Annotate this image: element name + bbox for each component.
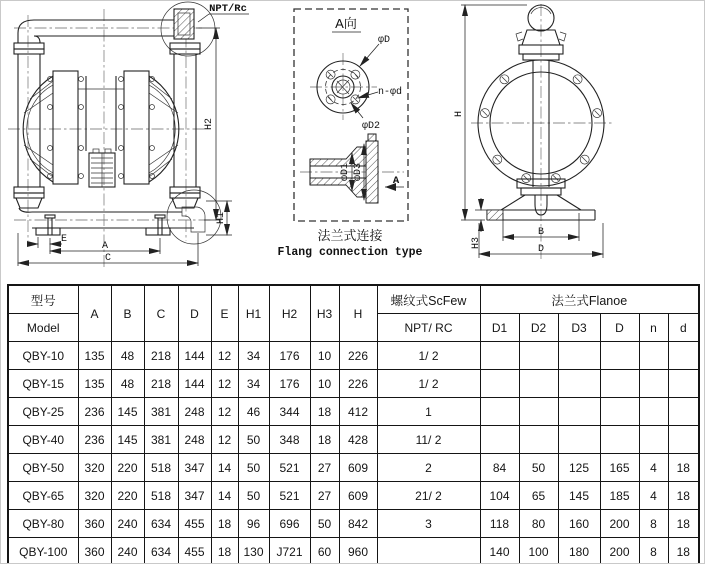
- value-cell: 842: [339, 510, 377, 538]
- value-cell: 140: [480, 538, 519, 564]
- model-cell: QBY-50: [8, 454, 78, 482]
- value-cell: 1: [377, 398, 480, 426]
- value-cell: 518: [144, 482, 178, 510]
- value-cell: 12: [211, 398, 238, 426]
- value-cell: 185: [600, 482, 639, 510]
- value-cell: 12: [211, 426, 238, 454]
- value-cell: 145: [111, 426, 144, 454]
- value-cell: 381: [144, 426, 178, 454]
- value-cell: 200: [600, 538, 639, 564]
- value-cell: [519, 426, 558, 454]
- value-cell: [558, 398, 600, 426]
- header-model-cn: 型号: [8, 285, 78, 314]
- table-row: [8, 482, 699, 510]
- header-dim-A: A: [78, 285, 111, 342]
- value-cell: [600, 370, 639, 398]
- value-cell: 118: [480, 510, 519, 538]
- model-cell: QBY-65: [8, 482, 78, 510]
- pump-front-view-drawing: [6, 1, 254, 282]
- value-cell: 18: [310, 426, 339, 454]
- value-cell: [558, 426, 600, 454]
- value-cell: 347: [178, 482, 211, 510]
- flange-section-view: [300, 134, 404, 203]
- value-cell: 381: [144, 398, 178, 426]
- value-cell: [639, 342, 668, 370]
- value-cell: 176: [269, 342, 310, 370]
- value-cell: [668, 426, 699, 454]
- value-cell: [519, 398, 558, 426]
- model-cell: QBY-100: [8, 538, 78, 564]
- table-row: [8, 426, 699, 454]
- value-cell: 360: [78, 510, 111, 538]
- dim-label-h3: H3: [471, 236, 482, 250]
- value-cell: 200: [600, 510, 639, 538]
- value-cell: 50: [238, 426, 269, 454]
- header-model-en: Model: [8, 314, 78, 342]
- value-cell: 18: [211, 538, 238, 564]
- value-cell: 348: [269, 426, 310, 454]
- value-cell: [480, 370, 519, 398]
- dim-label-a: A: [101, 241, 109, 252]
- value-cell: [600, 342, 639, 370]
- top-manifold: [18, 9, 194, 43]
- caption-cn: 法兰式连接: [317, 228, 383, 243]
- header-dim-H2: H2: [269, 285, 310, 342]
- value-cell: 8: [639, 538, 668, 564]
- value-cell: 240: [111, 538, 144, 564]
- label-phi-d2: φD2: [362, 121, 381, 132]
- table-row: [8, 454, 699, 482]
- value-cell: 609: [339, 454, 377, 482]
- value-cell: 518: [144, 454, 178, 482]
- value-cell: 320: [78, 454, 111, 482]
- header-dim-E: E: [211, 285, 238, 342]
- header-dim-H1: H1: [238, 285, 269, 342]
- header-screw-group: 螺纹式ScFew: [377, 285, 480, 314]
- value-cell: [668, 398, 699, 426]
- model-cell: QBY-25: [8, 398, 78, 426]
- header-dim-H: H: [339, 285, 377, 342]
- value-cell: 347: [178, 454, 211, 482]
- value-cell: [639, 370, 668, 398]
- header-flange-group: 法兰式Flanoe: [480, 285, 699, 314]
- dim-label-h1: H1: [216, 211, 227, 225]
- value-cell: 165: [600, 454, 639, 482]
- value-cell: 135: [78, 370, 111, 398]
- value-cell: 248: [178, 426, 211, 454]
- value-cell: 80: [519, 510, 558, 538]
- value-cell: 12: [211, 370, 238, 398]
- header-dim-D: D: [178, 285, 211, 342]
- value-cell: 696: [269, 510, 310, 538]
- value-cell: 248: [178, 398, 211, 426]
- value-cell: 3: [377, 510, 480, 538]
- value-cell: [668, 342, 699, 370]
- value-cell: 21/ 2: [377, 482, 480, 510]
- value-cell: 27: [310, 482, 339, 510]
- pump-side-view-drawing: [453, 1, 705, 267]
- value-cell: 18: [310, 398, 339, 426]
- value-cell: 34: [238, 342, 269, 370]
- value-cell: [480, 342, 519, 370]
- value-cell: 218: [144, 342, 178, 370]
- table-row: [8, 538, 699, 564]
- muffler: [89, 149, 115, 187]
- value-cell: 4: [639, 454, 668, 482]
- value-cell: 125: [558, 454, 600, 482]
- value-cell: 218: [144, 370, 178, 398]
- value-cell: 960: [339, 538, 377, 564]
- value-cell: 18: [668, 510, 699, 538]
- table-row: [8, 342, 699, 370]
- value-cell: 14: [211, 482, 238, 510]
- value-cell: 10: [310, 370, 339, 398]
- table-row: [8, 370, 699, 398]
- value-cell: 96: [238, 510, 269, 538]
- value-cell: [558, 342, 600, 370]
- value-cell: 1/ 2: [377, 370, 480, 398]
- value-cell: [480, 426, 519, 454]
- value-cell: [639, 426, 668, 454]
- value-cell: [480, 398, 519, 426]
- value-cell: 236: [78, 398, 111, 426]
- header-npt-rc: NPT/ RC: [377, 314, 480, 342]
- flange-detail-drawing: [277, 3, 461, 261]
- value-cell: 428: [339, 426, 377, 454]
- value-cell: 344: [269, 398, 310, 426]
- header-flange-D1: D1: [480, 314, 519, 342]
- value-cell: 18: [211, 510, 238, 538]
- dim-label-h: H: [454, 110, 465, 118]
- model-cell: QBY-15: [8, 370, 78, 398]
- header-row-1: [8, 285, 699, 314]
- label-phi-d: φD: [378, 35, 391, 46]
- table-row: [8, 510, 699, 538]
- header-dim-H3: H3: [310, 285, 339, 342]
- value-cell: 50: [238, 454, 269, 482]
- value-cell: 634: [144, 538, 178, 564]
- dim-label-b: B: [537, 227, 545, 238]
- value-cell: 48: [111, 342, 144, 370]
- value-cell: 320: [78, 482, 111, 510]
- value-cell: 104: [480, 482, 519, 510]
- value-cell: 34: [238, 370, 269, 398]
- value-cell: 18: [668, 482, 699, 510]
- value-cell: 10: [310, 342, 339, 370]
- value-cell: [558, 370, 600, 398]
- value-cell: 50: [310, 510, 339, 538]
- header-flange-n: n: [639, 314, 668, 342]
- value-cell: 18: [668, 454, 699, 482]
- value-cell: 2: [377, 454, 480, 482]
- value-cell: 180: [558, 538, 600, 564]
- value-cell: 455: [178, 510, 211, 538]
- spec-table: [7, 284, 700, 564]
- value-cell: [377, 538, 480, 564]
- value-cell: 84: [480, 454, 519, 482]
- value-cell: 27: [310, 454, 339, 482]
- mount-feet: [36, 215, 170, 235]
- value-cell: 360: [78, 538, 111, 564]
- header-dim-B: B: [111, 285, 144, 342]
- value-cell: 160: [558, 510, 600, 538]
- value-cell: [668, 370, 699, 398]
- value-cell: [519, 370, 558, 398]
- dim-label-c: C: [104, 253, 112, 264]
- value-cell: 236: [78, 426, 111, 454]
- value-cell: 4: [639, 482, 668, 510]
- npt-port-label: NPT/Rc: [209, 3, 247, 15]
- value-cell: 14: [211, 454, 238, 482]
- value-cell: 18: [668, 538, 699, 564]
- value-cell: 65: [519, 482, 558, 510]
- value-cell: [519, 342, 558, 370]
- dim-label-e: E: [60, 234, 68, 245]
- value-cell: 46: [238, 398, 269, 426]
- model-cell: QBY-10: [8, 342, 78, 370]
- value-cell: 144: [178, 342, 211, 370]
- value-cell: 412: [339, 398, 377, 426]
- header-flange-d: d: [668, 314, 699, 342]
- value-cell: 240: [111, 510, 144, 538]
- value-cell: 48: [111, 370, 144, 398]
- value-cell: 455: [178, 538, 211, 564]
- value-cell: 50: [238, 482, 269, 510]
- value-cell: 521: [269, 482, 310, 510]
- table-row: [8, 398, 699, 426]
- header-dim-C: C: [144, 285, 178, 342]
- value-cell: 521: [269, 454, 310, 482]
- value-cell: 609: [339, 482, 377, 510]
- dim-label-h2: H2: [204, 117, 215, 131]
- label-n-phi-d: n-φd: [378, 87, 403, 98]
- value-cell: 8: [639, 510, 668, 538]
- value-cell: [600, 426, 639, 454]
- value-cell: 145: [558, 482, 600, 510]
- model-cell: QBY-80: [8, 510, 78, 538]
- value-cell: 634: [144, 510, 178, 538]
- value-cell: 100: [519, 538, 558, 564]
- header-flange-D3: D3: [558, 314, 600, 342]
- value-cell: 130: [238, 538, 269, 564]
- value-cell: 50: [519, 454, 558, 482]
- label-phi-d3: φD3: [353, 162, 364, 182]
- value-cell: 135: [78, 342, 111, 370]
- value-cell: 220: [111, 454, 144, 482]
- view-a-title: A向: [335, 16, 357, 31]
- value-cell: 220: [111, 482, 144, 510]
- value-cell: 1/ 2: [377, 342, 480, 370]
- header-flange-D: D: [600, 314, 639, 342]
- header-flange-D2: D2: [519, 314, 558, 342]
- spec-table-body: [8, 342, 699, 564]
- value-cell: [600, 398, 639, 426]
- value-cell: [639, 398, 668, 426]
- value-cell: 226: [339, 342, 377, 370]
- label-view-a-arrow: A: [392, 175, 400, 187]
- dim-label-d: D: [537, 244, 545, 255]
- caption-en: Flang connection type: [277, 246, 423, 259]
- diaphragm-chambers: [23, 71, 179, 184]
- centerlines: [8, 9, 212, 269]
- flange-face-view: [310, 44, 379, 120]
- value-cell: 176: [269, 370, 310, 398]
- value-cell: 11/ 2: [377, 426, 480, 454]
- label-phi-d1: φD1: [340, 162, 351, 182]
- value-cell: 145: [111, 398, 144, 426]
- value-cell: 226: [339, 370, 377, 398]
- model-cell: QBY-40: [8, 426, 78, 454]
- value-cell: 144: [178, 370, 211, 398]
- value-cell: 12: [211, 342, 238, 370]
- value-cell: 60: [310, 538, 339, 564]
- value-cell: J721: [269, 538, 310, 564]
